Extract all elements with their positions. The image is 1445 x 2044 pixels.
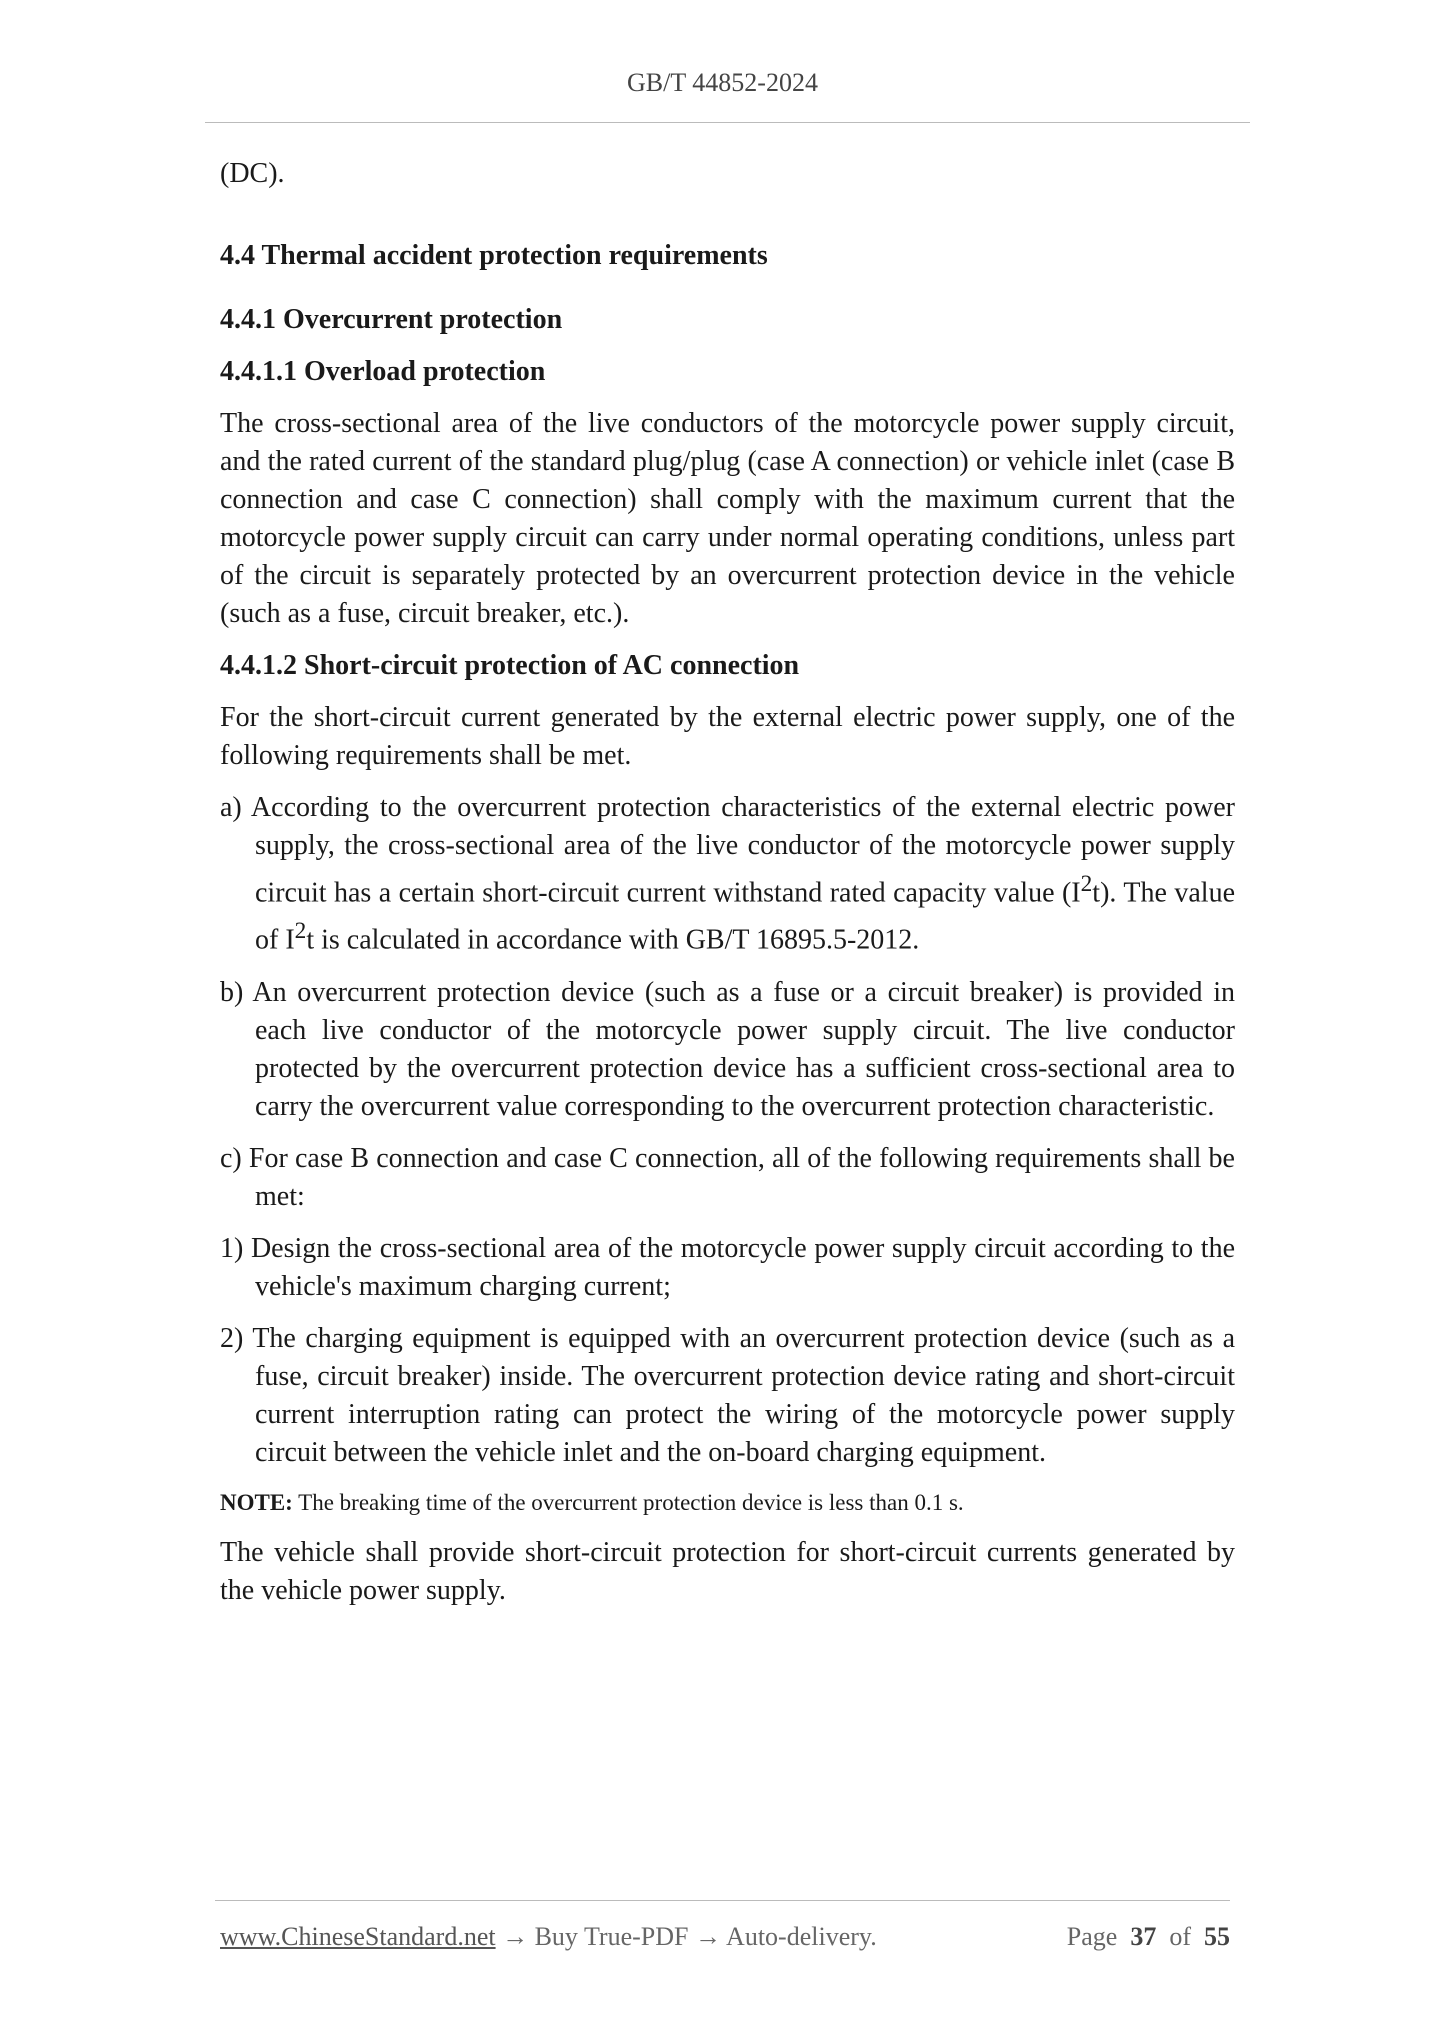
website-link[interactable]: www.ChineseStandard.net xyxy=(220,1922,496,1951)
page-number: 37 xyxy=(1130,1922,1157,1951)
continuation-text: (DC). xyxy=(220,158,285,189)
heading-4-4: 4.4 Thermal accident protection requirements xyxy=(220,240,768,271)
list-item-1: 1) Design the cross-sectional area of the motorcycle power supply circuit according to the vehicle's maximum charging current; xyxy=(220,1232,1235,1302)
list-item-a-text-3: t is calculated in accordance with GB/T 16895.5-2012. xyxy=(306,924,920,956)
list-item-a xyxy=(220,789,1235,960)
superscript-2: 2 xyxy=(294,918,307,945)
paragraph-vehicle-protection: The vehicle shall provide short-circuit protection for short-circuit currents generated by the vehicle power supply. xyxy=(220,1536,1235,1606)
page-total: 55 xyxy=(1204,1922,1230,1951)
note xyxy=(220,1486,1235,1520)
footer-divider xyxy=(215,1900,1230,1901)
heading-4-4-1-2: 4.4.1.2 Short-circuit protection of AC connection xyxy=(220,650,800,681)
note-text: The breaking time of the overcurrent protection device is less than 0.1 s. xyxy=(292,1489,964,1515)
list-item-a-text-1: a) According to the overcurrent protection characteristics of the external electric power supply, the cross-sectional area of the live conductor of the motorcycle power supply circuit has a certain short-circuit current withstand rated capacity value (I xyxy=(220,792,1235,909)
of-word: of xyxy=(1169,1922,1191,1951)
page-word: Page xyxy=(1066,1922,1118,1951)
list-item-a-text-2: t). The value of I xyxy=(255,877,1235,956)
document-body xyxy=(220,155,1235,1610)
list-item-c: c) For case B connection and case C connection, all of the following requirements shall be met: xyxy=(220,1142,1235,1212)
paragraph-short-circuit-intro: For the short-circuit current generated by the external electric power supply, one of the following requirements shall be met. xyxy=(220,702,1235,771)
heading-4-4-1: 4.4.1 Overcurrent protection xyxy=(220,304,563,335)
page-indicator xyxy=(1067,1922,1230,1952)
page-header-standard-id: GB/T 44852-2024 xyxy=(627,68,818,97)
heading-4-4-1-1: 4.4.1.1 Overload protection xyxy=(220,356,546,387)
footer-left xyxy=(220,1922,877,1952)
superscript-2: 2 xyxy=(1080,871,1093,897)
list-item-2: 2) The charging equipment is equipped with an overcurrent protection device (such as a fuse, circuit breaker) inside. The overcurrent protection device rating and short-circuit current interruption rating can protect the wiring of the motorcycle power supply circuit between the vehicle inlet and the on-board charging equipment. xyxy=(220,1322,1235,1468)
footer-tagline: → Buy True-PDF → Auto-delivery. xyxy=(495,1922,877,1951)
header-divider xyxy=(205,122,1250,123)
paragraph-overload: The cross-sectional area of the live conductors of the motorcycle power supply circuit, and the rated current of the standard plug/plug (case A connection) or vehicle inlet (case B connection and case C connection) shall comply with the maximum current that the motorcycle power supply circuit can carry under normal operating conditions, unless part of the circuit is separately protected by an overcurrent protection device in the vehicle (such as a fuse, circuit breaker, etc.). xyxy=(220,408,1235,629)
list-item-b: b) An overcurrent protection device (such as a fuse or a circuit breaker) is provided in each live conductor of the motorcycle power supply circuit. The live conductor protected by the overcurrent protection device has a sufficient cross-sectional area to carry the overcurrent value corresponding to the overcurrent protection characteristic. xyxy=(220,976,1235,1122)
note-label: NOTE: xyxy=(220,1489,293,1515)
